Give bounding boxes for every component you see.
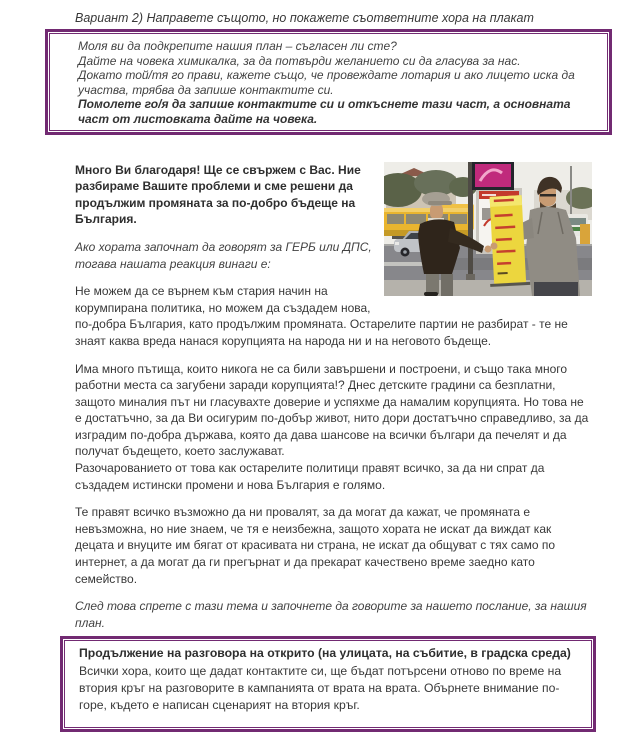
sabotage-paragraph: Те правят всичко възможно да ни провалят, за да могат да кажат, че промяната е невъзможна, но ние знаем, че тя е неизбежна, защото хората не искат да виждат как децата и внуците им бягат от красивата ни страна, не искат да общуват с тях само по интернет, а да могат да ги прегърнат и да прекарат качествено време заедно като семейство. bbox=[75, 505, 555, 586]
box-top-line-4-bold: Помолете го/я да запише контактите си и откъснете тази част, а основната част от листовката дайте на човека. bbox=[78, 97, 571, 126]
document-page bbox=[0, 10, 640, 732]
variant-heading: Вариант 2) Направете същото, но покажете съответните хора на плакат bbox=[75, 11, 534, 25]
box-bottom-body: Всички хора, които ще дадат контактите си, ще бъдат потърсени отново по време на втория кръг на разговорите в кампанията от врата на врата. Обърнете внимание по-горе, където е написан сценарият на втория кръг. bbox=[79, 663, 562, 713]
photo-magenta-sign bbox=[472, 162, 514, 190]
box-bottom-title: Продължение на разговора на открито (на улицата, на събитие, в градска среда) bbox=[79, 646, 571, 661]
box-top-line-1: Моля ви да подкрепите нашия план – съгласен ли сте? bbox=[78, 39, 397, 53]
instruction-box-top bbox=[45, 29, 612, 135]
instruction-box-bottom bbox=[60, 636, 596, 732]
document-body bbox=[75, 162, 592, 632]
reaction-intro-paragraph: Ако хората започнат да говорят за ГЕРБ или ДПС, тогава нашата реакция винаги е: bbox=[75, 239, 372, 271]
thanks-paragraph: Много Ви благодаря! Ще се свържем с Вас. Ние разбираме Вашите проблеми и сме решени да продължим промяната за по-добро бъдеще на България. bbox=[75, 162, 361, 227]
switch-topic-paragraph: След това спрете с тази тема и започнете да говорите за нашето послание, за нашия план. bbox=[75, 599, 587, 630]
box-top-line-2: Дайте на човека химикалка, за да потвърди желанието си да гласува за нас. bbox=[78, 53, 521, 68]
box-top-line-3: Докато той/тя го прави, кажете също, че провеждате лотария и ако лицето иска да участва, трябва да запише контактите си. bbox=[78, 68, 575, 97]
old-politics-paragraph: Не можем да се върнем към стария начин на корумпирана политика, но можем да създадем нова, по-добра България, като продължим промяната. Остарелите партии не разбират - те не знаят каква вреда нанася корупцията на народа ни и на неговото бъдеще. bbox=[75, 284, 568, 348]
street-canvassing-photo bbox=[384, 162, 592, 296]
disappointment-paragraph: Разочарованието от това как остарелите политици правят всичко, за да ни спрат да създадем истински промени и нова България е голямо. bbox=[75, 461, 545, 492]
roads-paragraph: Има много пътища, които никога не са били завършени и построени, и също така много работни места са загубени заради корупцията!? Днес детските градини са безплатни, защото миналия път ни гласувахте доверие и успяхме да намалим корупцията. Но това не е достатъчно, за да Ви осигурим по-добър живот, нито дори достатъчно справедливо, за да изградим по-добра държава, която да дава шансове на всички българи да печелят и да получат бъдещето, което заслужават. bbox=[75, 361, 589, 459]
